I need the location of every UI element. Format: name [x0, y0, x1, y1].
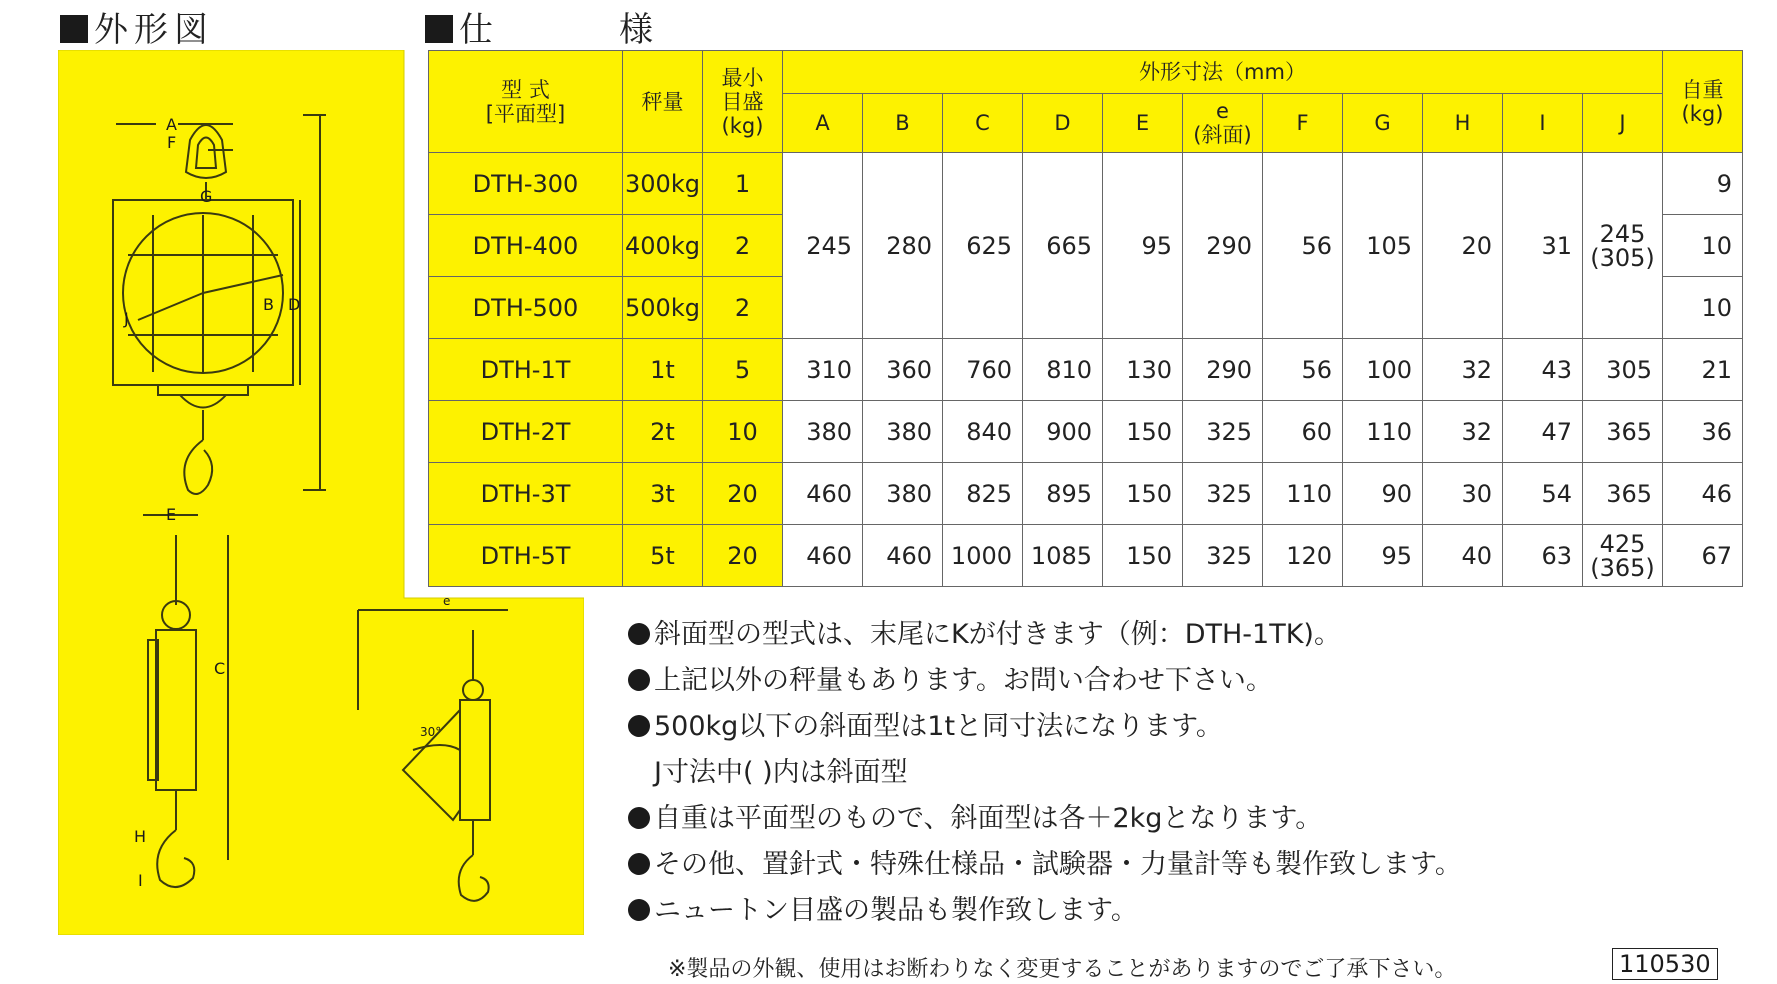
- note-item: 斜面型の型式は、末尾にKが付きます（例：DTH-1TK)。: [628, 612, 1462, 658]
- cell-weight: 21: [1663, 339, 1743, 401]
- cell-dim: 365: [1583, 463, 1663, 525]
- cell-dim: 360: [863, 339, 943, 401]
- notes-list: [628, 612, 1462, 934]
- note-item: 上記以外の秤量もあります。お問い合わせ下さい。: [628, 658, 1462, 704]
- cell-min: 5: [703, 339, 783, 401]
- cell-dim: 90: [1343, 463, 1423, 525]
- cell-dim: 245: [783, 153, 863, 339]
- cell-dim: 900: [1023, 401, 1103, 463]
- cell-dim: 60: [1263, 401, 1343, 463]
- dim-label-I: I: [138, 871, 143, 890]
- cell-dim: 32: [1423, 339, 1503, 401]
- bullet-icon: [628, 669, 650, 691]
- note-item: J寸法中( )内は斜面型: [654, 757, 908, 788]
- cell-dim: 380: [863, 401, 943, 463]
- cell-dim: 305: [1583, 339, 1663, 401]
- cell-dim: 63: [1503, 525, 1583, 587]
- cell-capacity: 400kg: [623, 215, 703, 277]
- cell-dim: 325: [1183, 401, 1263, 463]
- square-bullet-icon: [425, 15, 453, 43]
- cell-model: DTH-5T: [429, 525, 623, 587]
- dim-label-B: B: [263, 295, 274, 314]
- dim-label-C: C: [214, 659, 226, 678]
- table-row: [429, 153, 1743, 215]
- disclaimer: ※製品の外観、使用はお断わりなく変更することがありますのでご了承下さい。: [668, 957, 1457, 982]
- header-col-I: I: [1503, 94, 1583, 153]
- header-col-E: E: [1103, 94, 1183, 153]
- cell-dim: 40: [1423, 525, 1503, 587]
- header-col-B: B: [863, 94, 943, 153]
- cell-weight: 10: [1663, 215, 1743, 277]
- bullet-icon: [628, 899, 650, 921]
- angle-label: 30°: [420, 725, 442, 739]
- note-item: 500kg以下の斜面型は1tと同寸法になります。: [628, 704, 1462, 750]
- note-item: その他、置針式・特殊仕様品・試験器・力量計等も製作致します。: [628, 842, 1462, 888]
- cell-min: 10: [703, 401, 783, 463]
- cell-dim: 280: [863, 153, 943, 339]
- cell-dim: 20: [1423, 153, 1503, 339]
- bullet-icon: [628, 715, 650, 737]
- cell-dim: 56: [1263, 339, 1343, 401]
- cell-dim: 150: [1103, 525, 1183, 587]
- header-col-e: e (斜面): [1183, 94, 1263, 153]
- cell-dim: 110: [1263, 463, 1343, 525]
- cell-dim: 120: [1263, 525, 1343, 587]
- cell-capacity: 500kg: [623, 277, 703, 339]
- bullet-icon: [628, 807, 650, 829]
- header-col-F: F: [1263, 94, 1343, 153]
- cell-dim-J: 425 (365): [1583, 525, 1663, 587]
- cell-min: 20: [703, 525, 783, 587]
- cell-dim: 130: [1103, 339, 1183, 401]
- header-min-division: 最小 目盛 (kg): [703, 51, 783, 153]
- header-col-J: J: [1583, 94, 1663, 153]
- cell-dim-J: 245 (305): [1583, 153, 1663, 339]
- dim-label-H: H: [134, 827, 147, 846]
- cell-dim: 460: [783, 525, 863, 587]
- cell-dim: 110: [1343, 401, 1423, 463]
- table-row: [429, 339, 1743, 401]
- cell-min: 2: [703, 277, 783, 339]
- cell-dim: 840: [943, 401, 1023, 463]
- document-code: 110530: [1612, 948, 1718, 980]
- cell-dim: 150: [1103, 401, 1183, 463]
- cell-min: 1: [703, 153, 783, 215]
- cell-min: 2: [703, 215, 783, 277]
- bullet-icon: [628, 623, 650, 645]
- cell-capacity: 3t: [623, 463, 703, 525]
- dim-label-G: G: [200, 187, 213, 206]
- cell-dim: 325: [1183, 463, 1263, 525]
- cell-dim: 325: [1183, 525, 1263, 587]
- cell-dim: 95: [1343, 525, 1423, 587]
- cell-dim: 31: [1503, 153, 1583, 339]
- cell-dim: 54: [1503, 463, 1583, 525]
- cell-model: DTH-300: [429, 153, 623, 215]
- cell-dim: 310: [783, 339, 863, 401]
- header-col-H: H: [1423, 94, 1503, 153]
- dim-label-D: D: [288, 295, 301, 314]
- table-row: [429, 463, 1743, 525]
- cell-dim: 105: [1343, 153, 1423, 339]
- cell-dim: 380: [863, 463, 943, 525]
- note-item: ニュートン目盛の製品も製作致します。: [628, 888, 1462, 934]
- cell-model: DTH-500: [429, 277, 623, 339]
- header-model: 型 式 [平面型]: [429, 51, 623, 153]
- cell-dim: 810: [1023, 339, 1103, 401]
- cell-dim: 825: [943, 463, 1023, 525]
- cell-dim: 100: [1343, 339, 1423, 401]
- cell-dim: 365: [1583, 401, 1663, 463]
- dim-label-A: A: [166, 115, 177, 134]
- cell-capacity: 1t: [623, 339, 703, 401]
- dim-label-e: e: [443, 594, 451, 608]
- cell-dim: 460: [863, 525, 943, 587]
- dim-label-F: F: [167, 133, 177, 152]
- header-dimensions: 外形寸法（mm）: [783, 51, 1663, 94]
- header-col-G: G: [1343, 94, 1423, 153]
- cell-dim: 150: [1103, 463, 1183, 525]
- dim-label-E: E: [166, 505, 177, 524]
- table-header-row: [429, 51, 1743, 94]
- cell-min: 20: [703, 463, 783, 525]
- spec-table: [428, 50, 1743, 587]
- header-col-A: A: [783, 94, 863, 153]
- cell-model: DTH-3T: [429, 463, 623, 525]
- cell-dim: 380: [783, 401, 863, 463]
- cell-dim: 30: [1423, 463, 1503, 525]
- cell-model: DTH-400: [429, 215, 623, 277]
- outline-title: 外形図: [60, 2, 214, 51]
- cell-dim: 1000: [943, 525, 1023, 587]
- cell-dim: 56: [1263, 153, 1343, 339]
- table-row: [429, 525, 1743, 587]
- cell-weight: 46: [1663, 463, 1743, 525]
- cell-weight: 36: [1663, 401, 1743, 463]
- spec-title: 仕 様: [425, 2, 659, 51]
- cell-dim: 47: [1503, 401, 1583, 463]
- cell-dim: 1085: [1023, 525, 1103, 587]
- header-col-C: C: [943, 94, 1023, 153]
- cell-capacity: 2t: [623, 401, 703, 463]
- bullet-icon: [628, 853, 650, 875]
- cell-capacity: 5t: [623, 525, 703, 587]
- cell-model: DTH-2T: [429, 401, 623, 463]
- cell-dim: 32: [1423, 401, 1503, 463]
- cell-dim: 95: [1103, 153, 1183, 339]
- square-bullet-icon: [60, 15, 88, 43]
- cell-dim: 290: [1183, 339, 1263, 401]
- cell-dim: 665: [1023, 153, 1103, 339]
- cell-dim: 895: [1023, 463, 1103, 525]
- cell-dim: 460: [783, 463, 863, 525]
- header-capacity: 秤量: [623, 51, 703, 153]
- dim-label-J: J: [124, 309, 129, 328]
- table-row: [429, 401, 1743, 463]
- cell-dim: 625: [943, 153, 1023, 339]
- cell-weight: 67: [1663, 525, 1743, 587]
- cell-model: DTH-1T: [429, 339, 623, 401]
- header-col-D: D: [1023, 94, 1103, 153]
- cell-capacity: 300kg: [623, 153, 703, 215]
- cell-weight: 10: [1663, 277, 1743, 339]
- cell-dim: 43: [1503, 339, 1583, 401]
- cell-dim: 760: [943, 339, 1023, 401]
- cell-weight: 9: [1663, 153, 1743, 215]
- header-weight: 自重 (kg): [1663, 51, 1743, 153]
- cell-dim: 290: [1183, 153, 1263, 339]
- note-item: 自重は平面型のもので、斜面型は各＋2kgとなります。: [628, 796, 1462, 842]
